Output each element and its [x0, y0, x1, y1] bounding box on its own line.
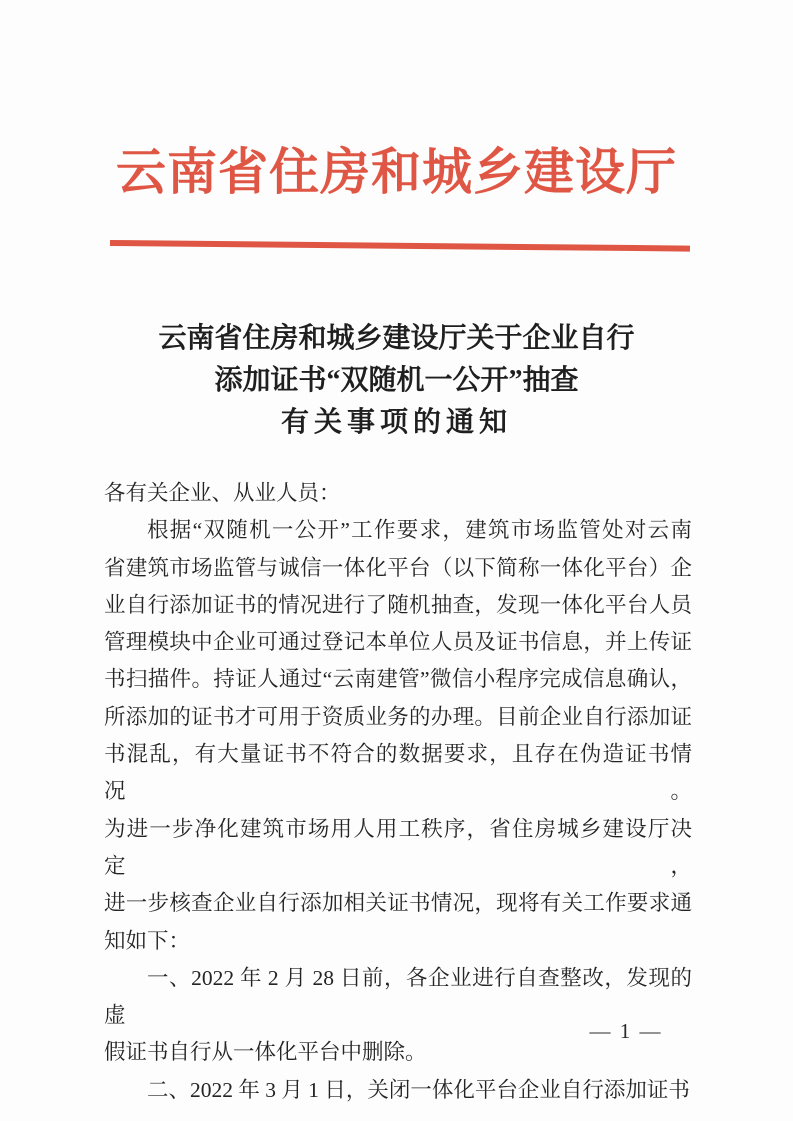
body-line: 省建筑市场监管与诚信一体化平台（以下简称一体化平台）企: [104, 555, 692, 580]
page-number: — 1 —: [589, 1019, 663, 1043]
body-line: 根据“双随机一公开”工作要求，建筑市场监管处对云南: [147, 518, 692, 543]
body-line: 业自行添加证书的情况进行了随机抽查，发现一体化平台人员: [104, 592, 692, 617]
body-line: 所添加的证书才可用于资质业务的办理。目前企业自行添加证: [104, 704, 692, 729]
title-line: 添加证书“双随机一公开”抽查: [214, 365, 579, 396]
title-line: 有关事项的通知: [280, 407, 512, 438]
body-line: 为进一步净化建筑市场用人用工秩序，省住房城乡建设厅决定，: [104, 816, 692, 878]
letterhead-rule: [110, 240, 690, 252]
body-line: 各有关企业、从业人员：: [104, 481, 341, 505]
body-line: 二、2022 年 3 月 1 日，关闭一体化平台企业自行添加证书: [147, 1077, 690, 1102]
body-line: 书扫描件。持证人通过“云南建管”微信小程序完成信息确认，: [104, 667, 692, 692]
letterhead-title: 云南省住房和城乡建设厅: [116, 144, 677, 200]
body-line: 假证书自行从一体化平台中删除。: [104, 1040, 427, 1065]
title-line: 云南省住房和城乡建设厅关于企业自行: [158, 323, 635, 354]
document-title: [0, 318, 793, 444]
body-text: [104, 475, 692, 1109]
body-line: 进一步核查企业自行添加相关证书情况，现将有关工作要求通: [104, 891, 692, 916]
body-line: 知如下：: [104, 928, 191, 953]
body-line: 管理模块中企业可通过登记本单位人员及证书信息，并上传证: [104, 630, 692, 655]
body-line: 书混乱，有大量证书不符合的数据要求，且存在伪造证书情况。: [104, 742, 692, 804]
body-line: 一、2022 年 2 月 28 日前，各企业进行自查整改，发现的虚: [104, 965, 692, 1028]
